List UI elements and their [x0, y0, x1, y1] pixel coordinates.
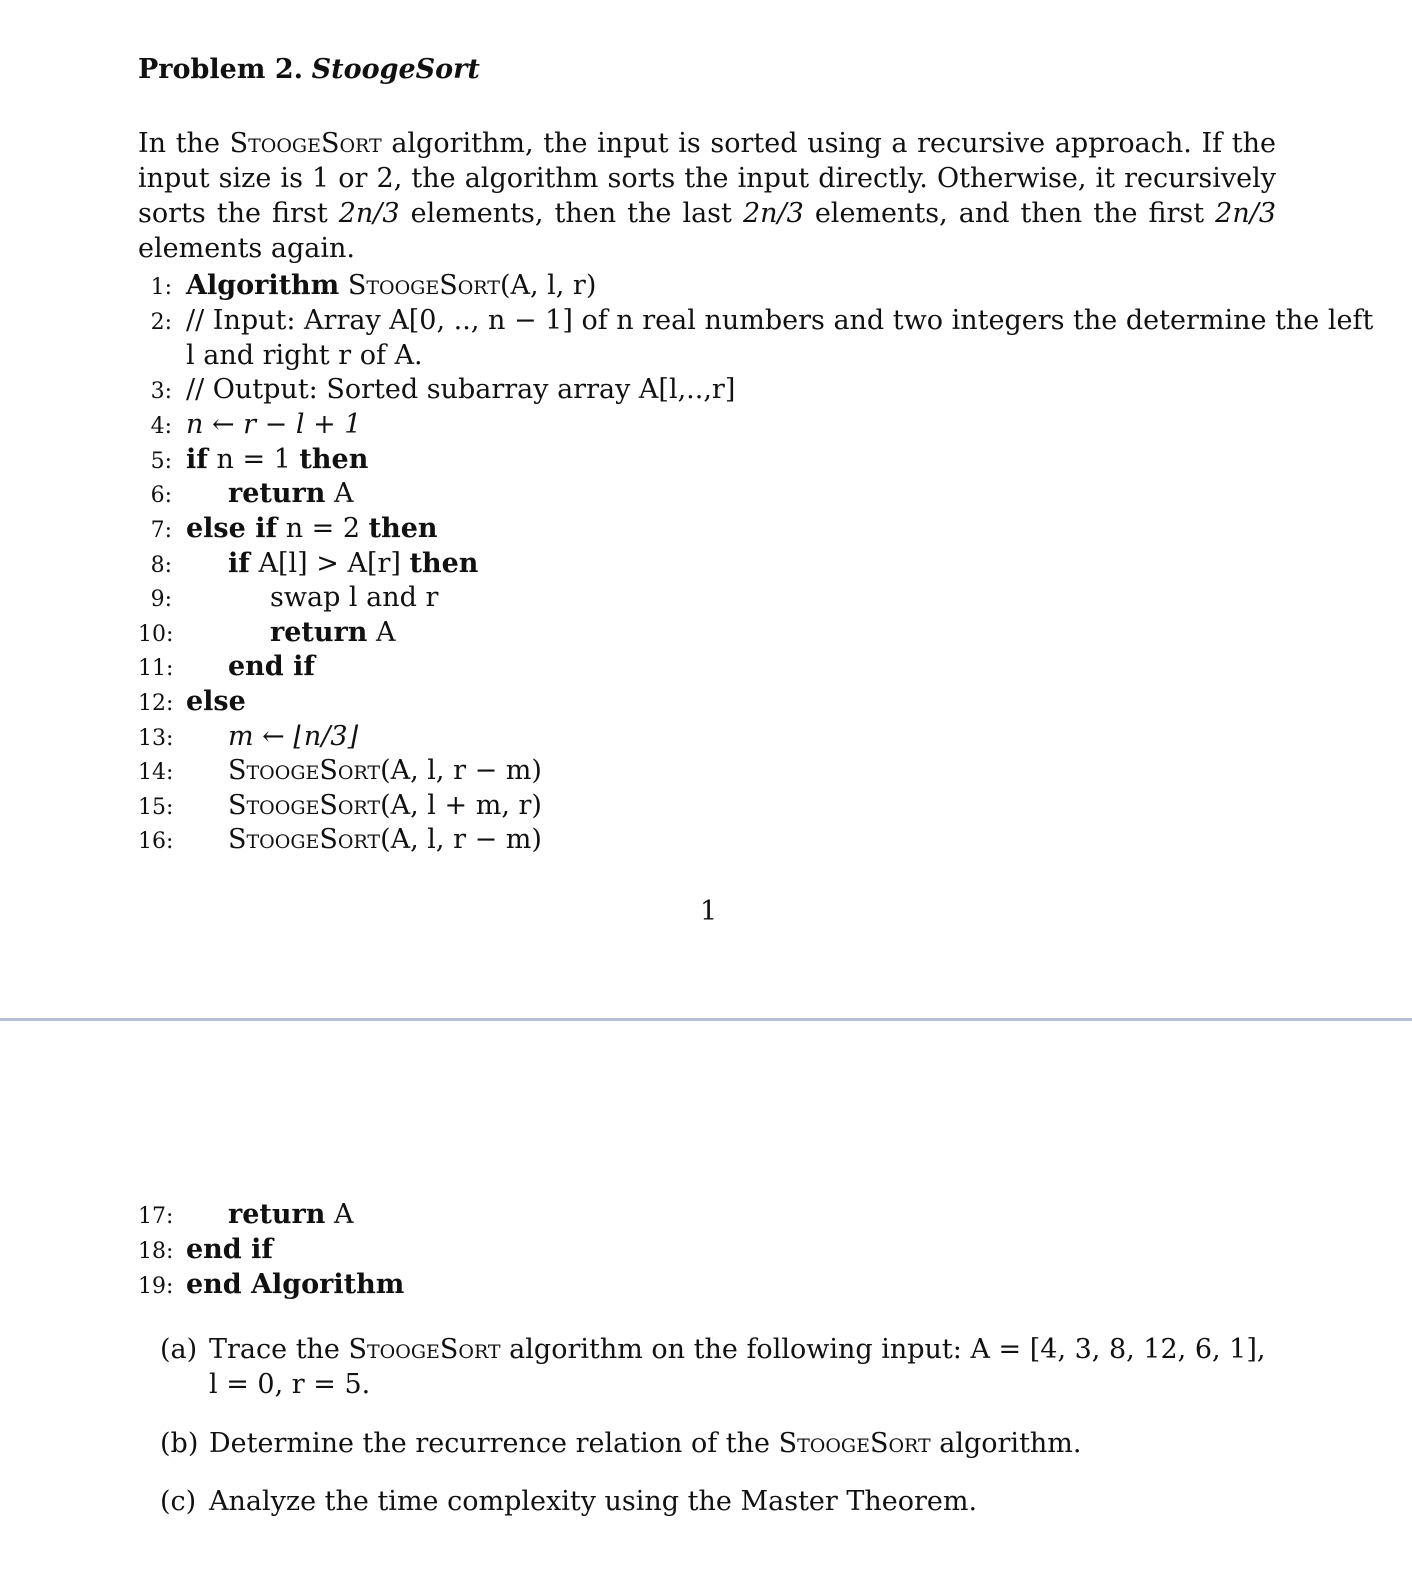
question-tag: (b): [160, 1428, 199, 1459]
line-number: 15:: [138, 795, 174, 820]
keyword: then: [409, 548, 479, 579]
keyword: then: [368, 513, 438, 544]
page-divider: [0, 1018, 1412, 1021]
keyword: end if: [228, 651, 315, 682]
algo-line-17: [138, 1197, 353, 1234]
keyword: then: [299, 444, 369, 475]
problem-label: Problem 2.: [138, 54, 304, 85]
intro-text: algorithm, the input is sorted using a recursive approach. If the input size is 1 or 2, the algorithm sorts the input directly. Otherwise, it recursively sorts the first: [138, 128, 1277, 229]
keyword: if: [228, 548, 250, 579]
intro-text: In the: [138, 128, 230, 159]
algorithm-name: StoogeSort: [347, 270, 500, 301]
question-text: [209, 1426, 1278, 1461]
algo-line-15: [138, 788, 542, 825]
question-tag: (c): [160, 1486, 197, 1517]
algo-line-7: [138, 511, 438, 548]
line-number: 10:: [138, 622, 174, 647]
intro-text: elements, and then the first: [803, 198, 1216, 229]
intro-text: elements again.: [138, 233, 355, 264]
algo-line-19: [138, 1267, 404, 1304]
code-text: A: [333, 1199, 354, 1230]
line-number: 6:: [150, 483, 172, 508]
algo-line-11: [138, 649, 315, 686]
keyword: else if: [186, 513, 278, 544]
line-number: 13:: [138, 726, 174, 751]
algo-line-12: [138, 684, 246, 721]
line-number: 17:: [138, 1204, 174, 1229]
code-text: (A, l, r): [499, 270, 597, 301]
algo-line-13: [138, 719, 358, 756]
code-text: (A, l + m, r): [380, 790, 542, 821]
algorithm-name: StoogeSort: [229, 128, 382, 159]
code-text: (A, l, r − m): [380, 824, 542, 855]
intro-paragraph: [138, 126, 1276, 266]
code-text: A: [333, 478, 354, 509]
line-number: 19:: [138, 1274, 174, 1299]
algo-line-9: [138, 580, 438, 617]
code-text: A[l] > A[r]: [258, 548, 401, 579]
question-text: [209, 1332, 1278, 1402]
line-number: 2:: [150, 310, 172, 335]
keyword: if: [186, 444, 208, 475]
algo-line-14: [138, 753, 542, 790]
line-number: 7:: [150, 518, 172, 543]
problem-title: [138, 54, 480, 85]
fraction: 2n/3: [1215, 198, 1276, 229]
algorithm-name: StoogeSort: [778, 1428, 931, 1459]
algorithm-name: StoogeSort: [228, 824, 381, 855]
code-text: n = 2: [285, 513, 361, 544]
question-text-part: Determine the recurrence relation of the: [209, 1428, 779, 1459]
algo-line-2: [138, 303, 1373, 340]
code-text: swap l and r: [270, 582, 439, 613]
keyword: return: [270, 617, 368, 648]
line-number: 3:: [150, 379, 172, 404]
question-tag: (a): [160, 1334, 198, 1365]
line-number: 1:: [150, 275, 172, 300]
algo-line-5: [138, 442, 368, 479]
keyword: return: [228, 478, 326, 509]
line-number: 4:: [150, 414, 172, 439]
question-text-part: algorithm.: [930, 1428, 1082, 1459]
line-number: 16:: [138, 829, 174, 854]
intro-text: elements, then the last: [399, 198, 743, 229]
algo-line-6: [138, 476, 353, 513]
line-number: 11:: [138, 656, 174, 681]
algo-line-2-continuation: [186, 338, 423, 373]
line-number: 18:: [138, 1239, 174, 1264]
algo-line-18: [138, 1232, 273, 1269]
keyword: return: [228, 1199, 326, 1230]
fraction: 2n/3: [338, 198, 400, 229]
line-number: 5:: [150, 449, 172, 474]
algorithm-name: StoogeSort: [228, 790, 381, 821]
algo-line-1: [138, 268, 596, 305]
problem-name: StoogeSort: [311, 54, 480, 85]
question-text: Analyze the time complexity using the Master Theorem.: [209, 1486, 978, 1517]
question-b: [160, 1426, 1278, 1461]
algo-line-16: [138, 822, 542, 859]
code-text: m ← ⌊n/3⌋: [228, 721, 359, 752]
keyword: end if: [186, 1234, 273, 1265]
code-text: l and right r of A.: [186, 340, 423, 371]
keyword: else: [186, 686, 246, 717]
code-text: // Input: Array A[0, .., n − 1] of n real numbers and two integers the determine the left: [186, 305, 1374, 336]
line-number: 14:: [138, 760, 174, 785]
code-text: n = 1: [216, 444, 291, 475]
code-text: // Output: Sorted subarray array A[l,..,r]: [186, 374, 736, 405]
line-number: 9:: [150, 587, 172, 612]
algo-line-4: [138, 407, 361, 444]
code-text: A: [375, 617, 396, 648]
keyword: end Algorithm: [186, 1269, 405, 1300]
question-a: [160, 1332, 1278, 1402]
keyword: Algorithm: [186, 270, 340, 301]
algorithm-name: StoogeSort: [348, 1334, 501, 1365]
code-text: n ← r − l + 1: [186, 409, 362, 440]
question-text-part: Trace the: [209, 1334, 349, 1365]
algo-line-10: [138, 615, 395, 652]
line-number: 8:: [150, 553, 172, 578]
algo-line-3: [138, 372, 735, 409]
algo-line-8: [138, 546, 478, 583]
question-c: [160, 1484, 1278, 1519]
page-number: 1: [700, 896, 718, 927]
algorithm-name: StoogeSort: [228, 755, 381, 786]
line-number: 12:: [138, 691, 174, 716]
fraction: 2n/3: [742, 198, 804, 229]
code-text: (A, l, r − m): [380, 755, 542, 786]
question-text-part: algorithm on the following input: A = [4, 3, 8, 12, 6, 1], l = 0, r = 5.: [209, 1334, 1266, 1400]
